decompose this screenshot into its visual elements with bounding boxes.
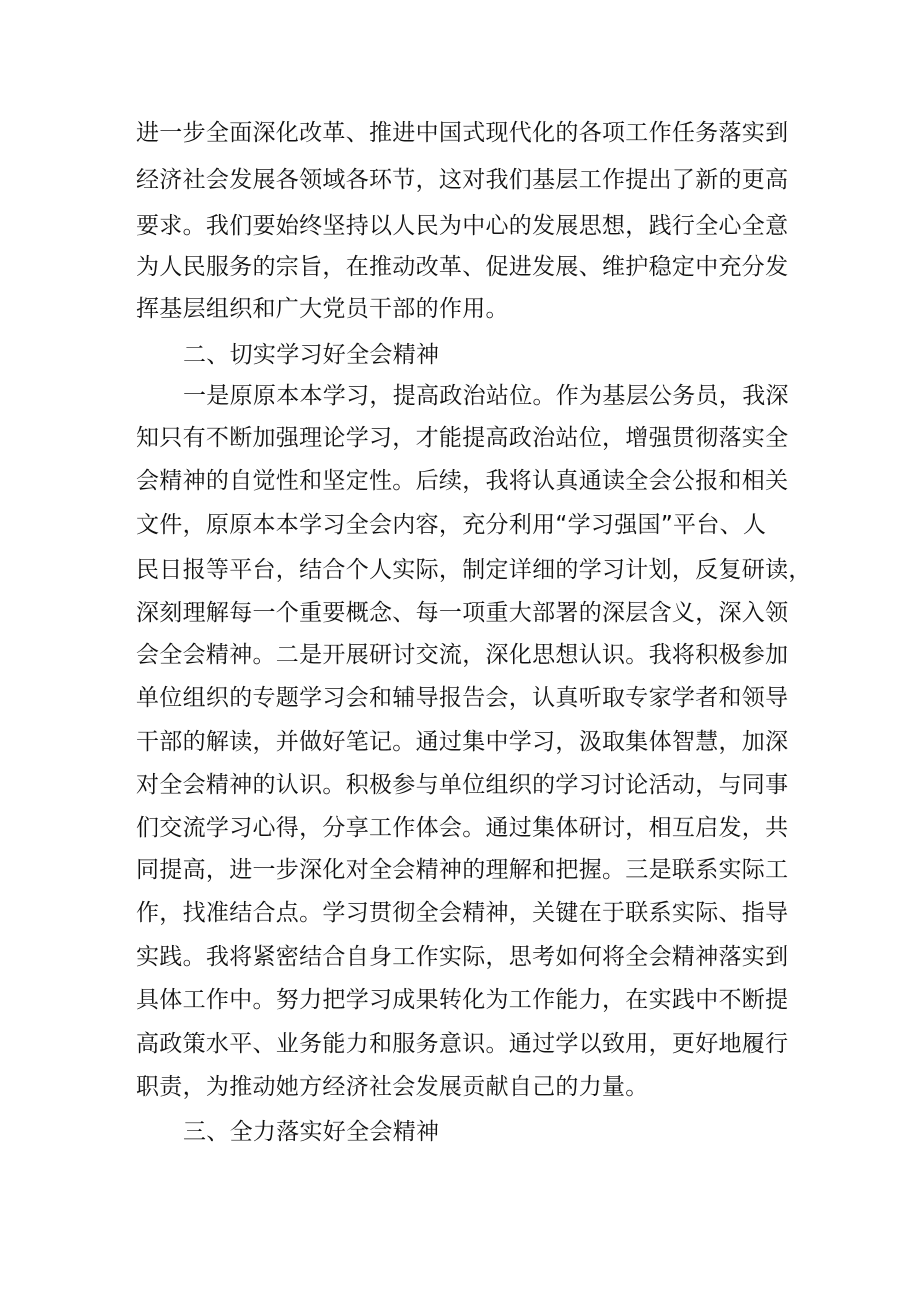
paragraph-line: 单位组织的专题学习会和辅导报告会，认真听取专家学者和领导 (136, 685, 789, 711)
section-heading: 三、全力落实好全会精神 (183, 1119, 440, 1145)
paragraph-line: 职责，为推动她方经济社会发展贡献自己的力量。 (136, 1074, 649, 1100)
paragraph-line: 干部的解读，并做好笔记。通过集中学习，汲取集体智慧，加深 (136, 729, 789, 755)
paragraph-line: 经济社会发展各领域各环节，这对我们基层工作提出了新的更高 (136, 167, 789, 193)
paragraph-line: 文件，原原本本学习全会内容，充分利用“学习强国”平台、人 (136, 512, 767, 538)
section-heading: 二、切实学习好全会精神 (183, 342, 440, 368)
paragraph-line: 作，找准结合点。学习贯彻全会精神，关键在于联系实际、指导 (136, 900, 789, 926)
paragraph-line: 们交流学习心得，分享工作体会。通过集体研讨，相互启发，共 (136, 815, 789, 841)
paragraph-line: 进一步全面深化改革、推进中国式现代化的各项工作任务落实到 (136, 120, 789, 146)
paragraph-line: 同提高，进一步深化对全会精神的理解和把握。三是联系实际工 (136, 857, 789, 883)
paragraph-line: 对全会精神的认识。积极参与单位组织的学习讨论活动，与同事 (136, 772, 789, 798)
paragraph-line: 深刻理解每一个重要概念、每一项重大部署的深层含义，深入领 (136, 600, 789, 626)
paragraph-line: 为人民服务的宗旨，在推动改革、促进发展、维护稳定中充分发 (136, 254, 789, 280)
paragraph-line: 会全会精神。二是开展研讨交流，深化思想认识。我将积极参加 (136, 642, 789, 668)
paragraph-line: 会精神的自觉性和坚定性。后续，我将认真通读全会公报和相关 (136, 468, 789, 494)
paragraph-line: 知只有不断加强理论学习，才能提高政治站位，增强贯彻落实全 (136, 425, 789, 451)
paragraph-line: 民日报等平台，结合个人实际，制定详细的学习计划，反复研读， (136, 557, 812, 583)
paragraph-line: 高政策水平、业务能力和服务意识。通过学以致用，更好地履行 (136, 1031, 789, 1057)
paragraph-line: 挥基层组织和广大党员干部的作用。 (136, 296, 509, 322)
paragraph-line: 具体工作中。努力把学习成果转化为工作能力，在实践中不断提 (136, 987, 789, 1013)
paragraph-line: 一是原原本本学习，提高政治站位。作为基层公务员，我深 (183, 383, 789, 409)
paragraph-line: 实践。我将紧密结合自身工作实际，思考如何将全会精神落实到 (136, 944, 789, 970)
paragraph-line: 要求。我们要始终坚持以人民为中心的发展思想，践行全心全意 (136, 213, 789, 239)
